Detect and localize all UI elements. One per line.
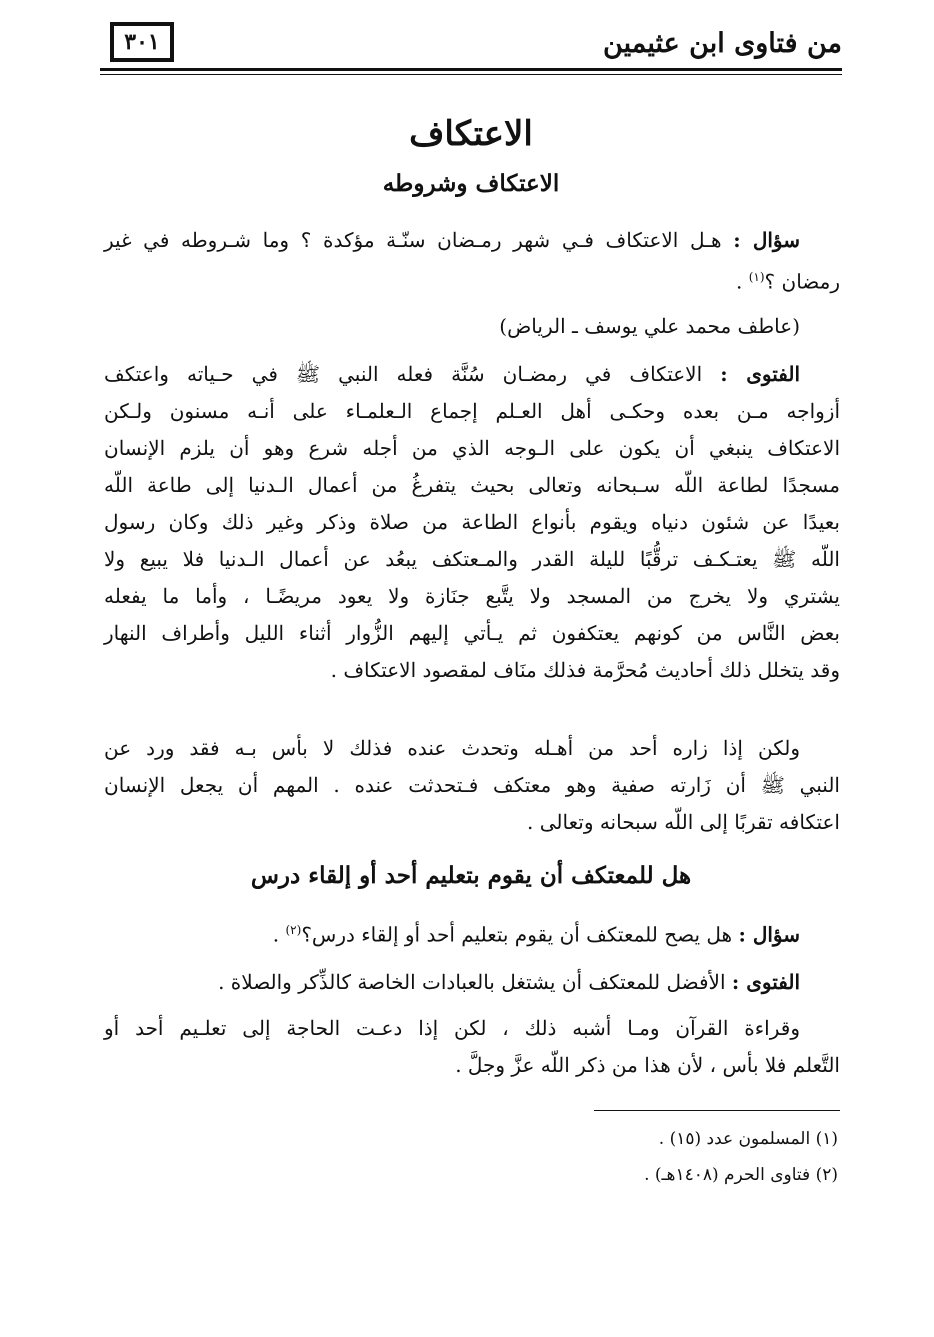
- chapter-title: الاعتكاف: [409, 114, 533, 154]
- answer-line: أزواجه مـن بعده وحكـى أهل العـلم إجماع الـعلمـاء على أنـه مسنون ولـكن: [104, 399, 840, 423]
- section-title-1: الاعتكاف وشروطه: [382, 170, 560, 197]
- answer-line: الاعتكاف ينبغي أن يكون على الـوجه الذي من أجله شرع وهو أن يلزم الإنسان: [104, 436, 840, 460]
- answer-line: الفتوى : الاعتكاف في رمضـان سُنَّة فعله النبي ﷺ في حـياته واعتكف: [104, 362, 801, 386]
- section-title-2: هل للمعتكف أن يقوم بتعليم أحد أو إلقاء درس: [250, 862, 692, 889]
- footnote-mark: (٢): [285, 923, 302, 937]
- answer-line: اعتكافه تقربًا إلى اللّه سبحانه وتعالى .: [527, 810, 840, 834]
- question-1-line: سؤال : هـل الاعتكاف فـي شهر رمـضان سنّـة مؤكدة ؟ وما شـروطه في غير: [104, 228, 800, 252]
- asker-name: (عاطف محمد علي يوسف ـ الرياض): [499, 314, 800, 338]
- question-2-line: سؤال : هل يصح للمعتكف أن يقوم بتعليم أحد أو إلقاء درس؟$^{(٢)}$ .: [272, 922, 800, 947]
- answer-line: التَّعلم فلا بأس ، لأن هذا من ذكر اللّه عزَّ وجلَّ .: [455, 1053, 840, 1077]
- answer-line: وقد يتخلل ذلك أحاديث مُحرَّمة فذلك منَاف لمقصود الاعتكاف .: [330, 658, 840, 682]
- answer-line: ولكن إذا زاره أحد من أهـله وتحدث عنده فذلك لا بأس بـه فقد ورد عن: [104, 736, 800, 760]
- answer-line: مسجدًا لطاعة اللّه سـبحانه وتعالى بحيث يتفرغُ من أعمال الـدنيا إلى طاعة اللّه: [104, 473, 840, 497]
- header-divider-thin: [100, 74, 842, 75]
- question-1: [104, 222, 840, 301]
- answer-2: [104, 964, 840, 1001]
- question-2: [104, 912, 840, 954]
- header-divider: [100, 68, 842, 71]
- answer-line: وقراءة القرآن ومـا أشبه ذلك ، لكن إذا دعـت الحاجة إلى تعلـيم أحد أو: [104, 1016, 800, 1040]
- answer-line: بعيدًا عن شئون دنياه ويقوم بأنواع الطاعة من صلاة وذكر وغير ذلك وكان رسول: [104, 510, 840, 534]
- answer-1: [104, 356, 840, 689]
- page-number: ٣٠١: [110, 22, 174, 62]
- question-1-line: رمضان ؟$^{(١)}$ .: [735, 269, 840, 294]
- answer-1-continued: [104, 730, 840, 841]
- question-label: سؤال :: [738, 922, 800, 947]
- answer-label: الفتوى :: [731, 970, 800, 994]
- page-header: [100, 18, 842, 76]
- answer-2-continued: [104, 1010, 840, 1084]
- footnote-divider: [594, 1110, 840, 1111]
- book-title: من فتاوى ابن عثيمين: [603, 28, 842, 59]
- answer-line: بعض النَّاس من كونهم يعتكفون ثم يـأتي إليهم الزُّوار أثناء الليل وأطراف النهار: [104, 621, 840, 645]
- answer-label: الفتوى :: [720, 362, 801, 386]
- answer-line: يشتري ولا يخرج من المسجد ولا يتَّبع جنَازة ولا يعود مريضًـا ، وأما ما يفعله: [104, 584, 840, 608]
- answer-line: اللّه ﷺ يعتـكـف ترقُّبًا لليلة القدر والمـعتكف يبعُد عن أعمال الـدنيا فلا يبيع ولا: [104, 547, 840, 571]
- answer-line: النبي ﷺ أن زَارته صفية وهو معتكف فـتحدثت عنده . المهم أن يجعل الإنسان: [104, 773, 840, 797]
- footnote-2: (٢) فتاوى الحرم (١٤٠٨هـ) .: [644, 1165, 838, 1185]
- answer-line: الفتوى : الأفضل للمعتكف أن يشتغل بالعبادات الخاصة كالذِّكر والصلاة .: [218, 970, 800, 994]
- footnote-mark: (١): [748, 270, 765, 284]
- question-label: سؤال :: [733, 228, 800, 252]
- footnote-1: (١) المسلمون عدد (١٥) .: [658, 1129, 838, 1149]
